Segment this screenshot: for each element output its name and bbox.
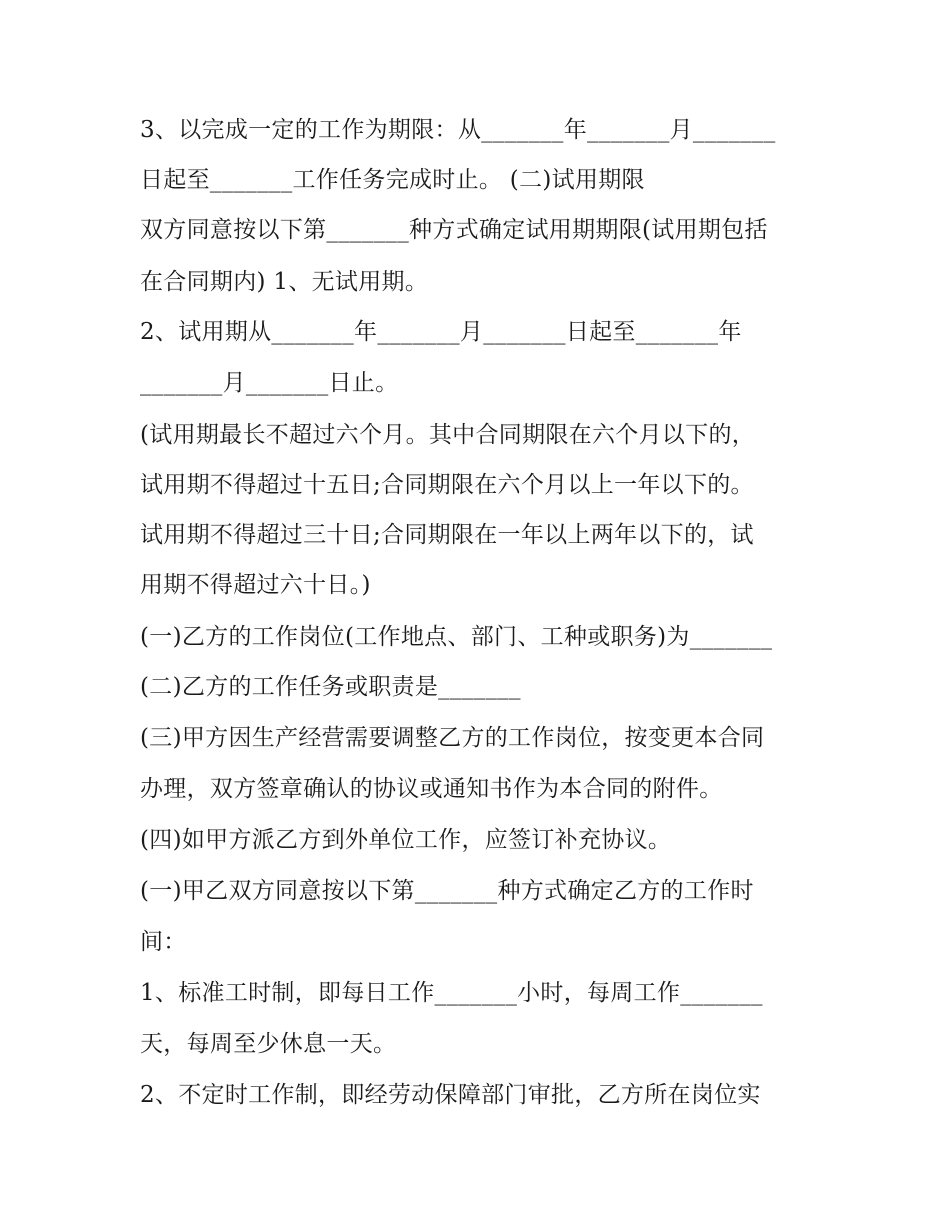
- probation-period-line-2: _______月_______日止。: [140, 370, 399, 396]
- job-position-line: (一)乙方的工作岗位(工作地点、部门、工种或职务)为_______: [140, 624, 773, 650]
- probation-note-line-2: 试用期不得超过十五日;合同期限在六个月以上一年以下的。: [140, 472, 754, 498]
- work-time-line-2: 间：: [140, 929, 187, 955]
- probation-period-line-1: 2、试用期从_______年_______月_______日起至_______年: [140, 319, 742, 345]
- work-time-line-1: (一)甲乙双方同意按以下第_______种方式确定乙方的工作时: [140, 878, 754, 904]
- flexible-hours-line: 2、不定时工作制，即经劳动保障部门审批，乙方所在岗位实: [140, 1082, 761, 1108]
- external-assignment-line: (四)如甲方派乙方到外单位工作，应签订补充协议。: [140, 827, 672, 853]
- contract-term-line-1: 3、以完成一定的工作为期限：从_______年_______月_______: [140, 117, 776, 143]
- probation-method-line-2: 在合同期内) 1、无试用期。: [140, 269, 429, 295]
- contract-term-line-2: 日起至_______工作任务完成时止。 (二)试用期限: [140, 167, 645, 193]
- position-adjust-line-1: (三)甲方因生产经营需要调整乙方的工作岗位，按变更本合同: [140, 725, 765, 751]
- standard-hours-line-1: 1、标准工时制，即每日工作_______小时，每周工作_______: [140, 980, 763, 1006]
- position-adjust-line-2: 办理，双方签章确认的协议或通知书作为本合同的附件。: [140, 776, 723, 802]
- standard-hours-line-2: 天，每周至少休息一天。: [140, 1031, 397, 1057]
- probation-method-line-1: 双方同意按以下第_______种方式确定试用期期限(试用期包括: [140, 217, 768, 243]
- probation-note-line-1: (试用期最长不超过六个月。其中合同期限在六个月以下的，: [140, 422, 756, 448]
- job-duty-line: (二)乙方的工作任务或职责是_______: [140, 674, 521, 700]
- probation-note-line-3: 试用期不得超过三十日;合同期限在一年以上两年以下的，试: [140, 522, 754, 548]
- probation-note-line-4: 用期不得超过六十日。): [140, 572, 371, 598]
